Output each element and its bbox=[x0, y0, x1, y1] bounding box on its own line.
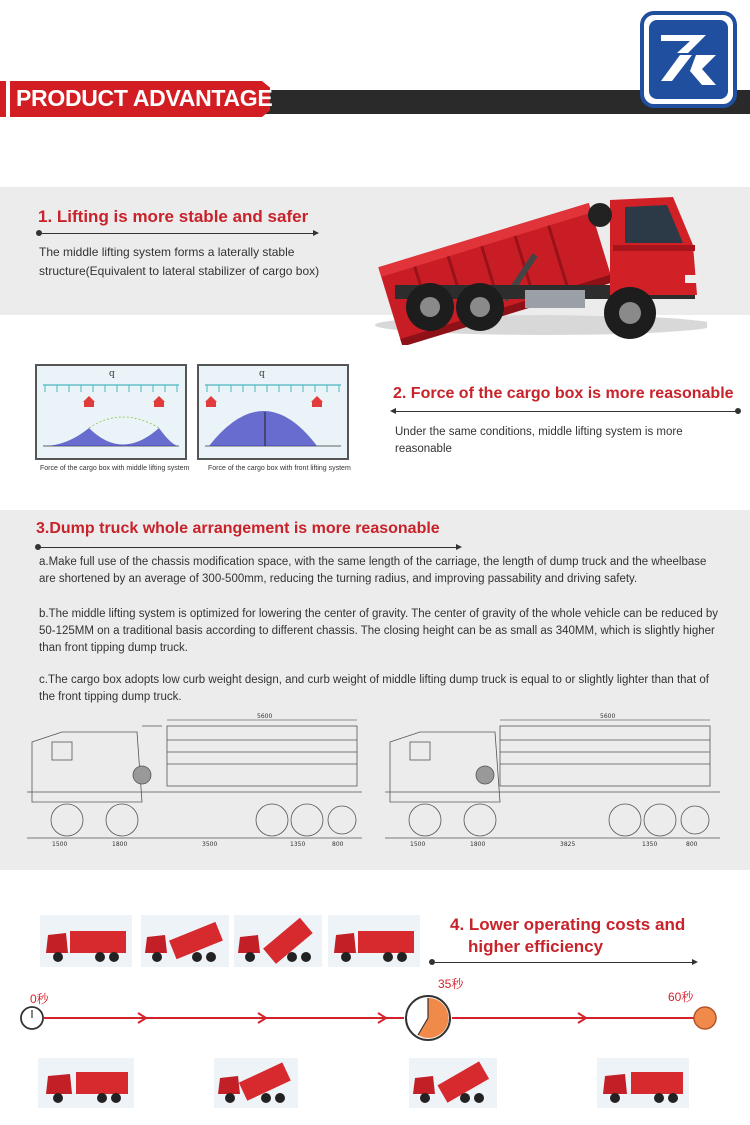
sequence-bottom-1 bbox=[38, 1058, 134, 1108]
svg-text:3500: 3500 bbox=[202, 841, 218, 848]
svg-text:1350: 1350 bbox=[642, 841, 658, 848]
paragraph-a: a.Make full use of the chassis modification space, with the same length of the carriage, the length of dump truck and the wheelbase are shortened by an average of 300-500mm, reducing the turning radius, and improving passability and driving safety. bbox=[39, 556, 707, 585]
truck-drawing-left bbox=[22, 712, 367, 852]
svg-text:q: q bbox=[109, 369, 115, 379]
svg-text:q: q bbox=[259, 369, 265, 379]
time-label-start: 0秒 bbox=[30, 992, 49, 1006]
section4-title: 4. Lower operating costs and higher efficiency bbox=[450, 915, 686, 956]
section4-arrow bbox=[432, 962, 696, 963]
paragraph-c: c.The cargo box adopts low curb weight design, and curb weight of middle lifting dump truck is equal to or slightly lighter than that of the front tipping dump truck. bbox=[39, 674, 709, 703]
svg-text:1500: 1500 bbox=[52, 841, 68, 848]
timeline bbox=[0, 990, 750, 1050]
time-label-mid: 35秒 bbox=[438, 977, 464, 991]
time-label-end: 60秒 bbox=[668, 990, 694, 1004]
section2-arrow bbox=[392, 411, 737, 412]
truck-drawing-right bbox=[380, 712, 725, 852]
svg-text:1800: 1800 bbox=[112, 841, 128, 848]
svg-text:800: 800 bbox=[686, 841, 698, 848]
sequence-bottom-4 bbox=[597, 1058, 689, 1108]
svg-text:1500: 1500 bbox=[410, 841, 426, 848]
svg-text:5600: 5600 bbox=[257, 713, 273, 720]
clock-icon-end bbox=[694, 1007, 716, 1029]
svg-text:5600: 5600 bbox=[600, 713, 616, 720]
force-diagram-middle-lifting bbox=[35, 364, 187, 460]
sequence-thumb-1 bbox=[40, 915, 132, 967]
section3-title: 3.Dump truck whole arrangement is more reasonable bbox=[36, 520, 440, 537]
sequence-bottom-3 bbox=[409, 1058, 497, 1108]
sequence-thumb-4 bbox=[328, 915, 420, 967]
dump-truck-tipping-image bbox=[355, 135, 707, 345]
section1-title: 1. Lifting is more stable and safer bbox=[38, 207, 309, 226]
section2-title: 2. Force of the cargo box is more reasonable bbox=[393, 385, 734, 402]
svg-text:1800: 1800 bbox=[470, 841, 486, 848]
sequence-thumb-3 bbox=[234, 915, 322, 967]
svg-text:800: 800 bbox=[332, 841, 344, 848]
paragraph-b: b.The middle lifting system is optimized for lowering the center of gravity. The center of gravity of the whole vehicle can be reduced by 50-125MM on a traditional basis according to different chassis. The closing height can be as small as 340MM, which is slightly higher than front tipping dump truck. bbox=[39, 608, 719, 654]
svg-text:1350: 1350 bbox=[290, 841, 306, 848]
sequence-bottom-2 bbox=[214, 1058, 298, 1108]
diagram-caption-middle: Force of the cargo box with middle lifting system bbox=[40, 465, 190, 472]
section1-arrow bbox=[39, 233, 317, 234]
sequence-thumb-2 bbox=[141, 915, 229, 967]
diagram-caption-front: Force of the cargo box with front lifting system bbox=[208, 465, 351, 472]
page-title: PRODUCT ADVANTAGE bbox=[16, 85, 273, 111]
svg-text:3825: 3825 bbox=[560, 841, 576, 848]
company-logo bbox=[640, 11, 737, 108]
force-diagram-front-lifting bbox=[197, 364, 349, 460]
section3-arrow bbox=[38, 547, 460, 548]
